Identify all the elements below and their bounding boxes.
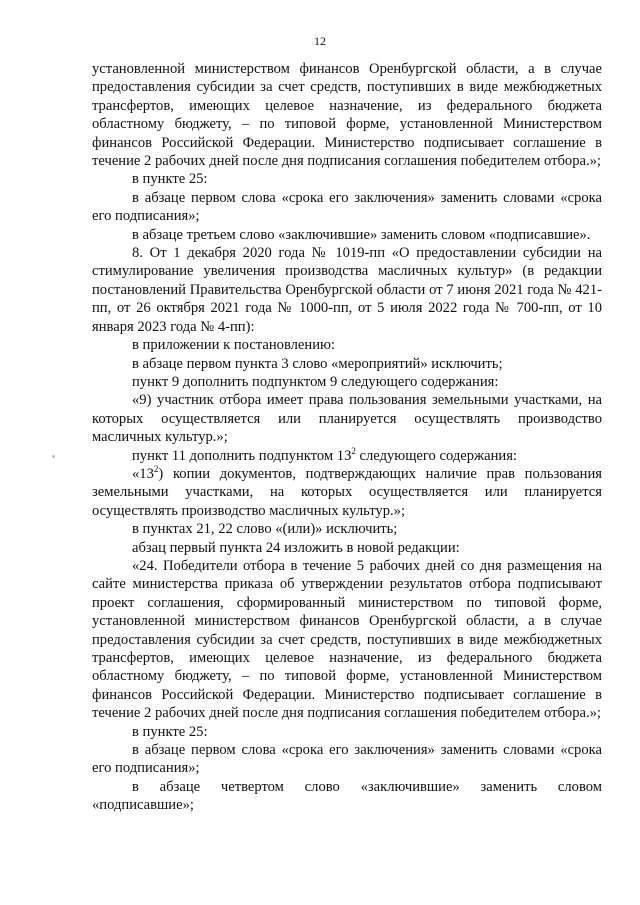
paragraph-third-abzac-change: в абзаце третьем слово «заключившие» заменить словом «подписавшие». [132,226,591,243]
paragraph-fourth-abzac-change: в абзаце четвертом слово «заключившие» заменить словом «подписавшие»; [92,778,602,814]
paragraph-subpoint-9: «9) участник отбора имеет права пользования земельными участками, на которых осуществляется или планируется осуществлять производство масличных культур.»; [92,392,602,446]
point-11-intro-superscript: 2 [351,445,356,456]
paragraph-first-abzac-change-second: в абзаце первом слова «срока его заключения» заменить словами «срока его подписания»; [92,742,602,777]
paragraph-continuation: установленной министерством финансов Оренбургской области, а в случае предоставления субсидии за счет средств, поступивших в виде межбюджетных трансфертов, имеющих целевое назначение, из федерального бюджета областному бюджету, – по типовой форме, установленной Министерством финансов Российской Федерации. Министерство подписывает соглашение в течение 2 рабочих дней после дня подписания соглашения победителем отбора.»; [92,61,602,170]
scan-dot [52,455,55,458]
point-11-intro-text: пункт 11 дополнить подпунктом 13 [132,447,352,464]
paragraph-point-25-intro: в пункте 25: [132,171,208,188]
page-number: 12 [314,34,326,48]
paragraph-point-25-intro-second: в пункте 25: [132,723,208,740]
point-11-intro-tail: следующего содержания: [355,447,517,464]
subpoint-13-text: ) копии документов, подтверждающих наличие прав пользования земельными участками, на которых осуществляется или планируется осуществлять производство масличных культур.»; [92,465,602,519]
paragraph-points-21-22-change: в пунктах 21, 22 слово «(или)» исключить; [132,521,398,538]
paragraph-subpoint-13-2 [92,465,602,520]
paragraph-point-24-intro: абзац первый пункта 24 изложить в новой редакции: [132,539,460,556]
subpoint-13-label: «13 [132,465,154,482]
paragraph-item-8: 8. От 1 декабря 2020 года № 1019-пп «О предоставлении субсидии на стимулирование увеличения производства масличных культур» (в редакции постановлений Правительства Оренбургской области от 7 июня 2021 года № 421-пп, от 26 октября 2021 года № 1000-пп, от 5 июля 2022 года № 700-пп, от 10 января 2023 года № 4-пп): [92,245,602,335]
document-body [92,60,602,815]
paragraph-point-3-change: в абзаце первом пункта 3 слово «мероприятий» исключить; [132,355,503,372]
paragraph-point-24-new-text: «24. Победители отбора в течение 5 рабочих дней со дня размещения на сайте министерства приказа об утверждении результатов отбора подписывают проект соглашения, сформированный министерством по типовой форме, установленной министерством финансов Оренбургской области, а в случае предоставления субсидии за счет средств, поступивших в виде межбюджетных трансфертов, имеющих целевое назначение, из федерального бюджета областному бюджету, – по типовой форме, установленной Министерством финансов Российской Федерации. Министерство подписывает соглашение в течение 2 рабочих дней после дня подписания соглашения победителем отбора.»; [92,557,602,722]
paragraph-point-11-intro [92,447,602,465]
paragraph-appendix-intro: в приложении к постановлению: [132,337,335,354]
paragraph-point-9-intro: пункт 9 дополнить подпунктом 9 следующего содержания: [132,373,499,390]
paragraph-first-abzac-change: в абзаце первом слова «срока его заключения» заменить словами «срока его подписания»; [92,189,602,225]
subpoint-13-superscript: 2 [153,463,159,474]
